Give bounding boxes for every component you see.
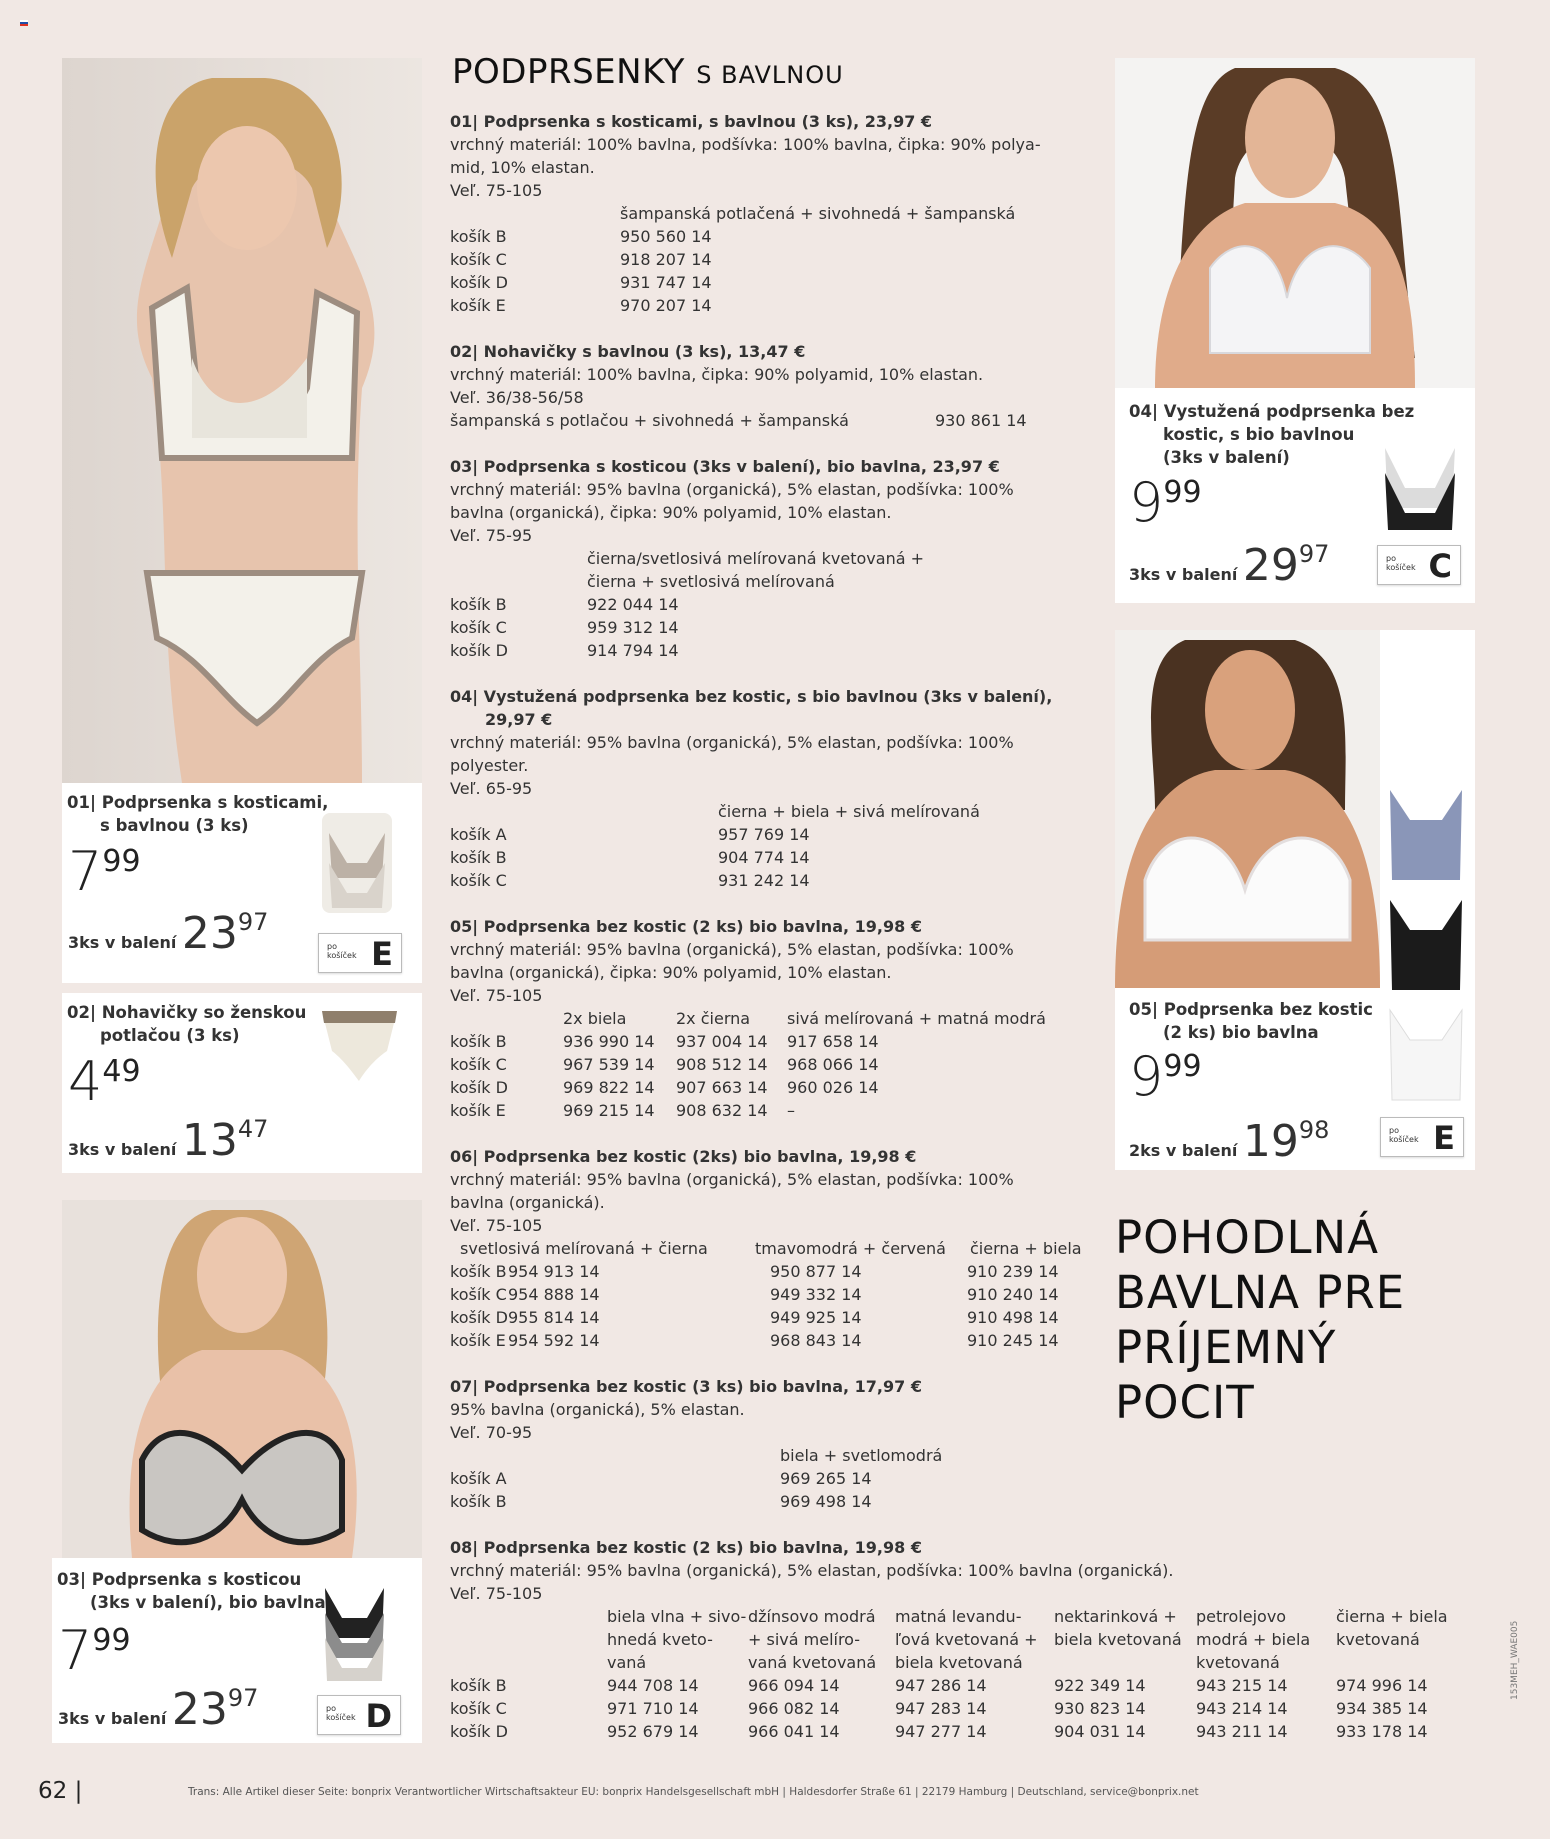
table-row: košík D 931 747 14 (450, 273, 712, 292)
item-06-size: Veľ. 75-105 (450, 1216, 543, 1235)
card-04-title: 04| Vystužená podprsenka bez kostic, s bio bavlnou (3ks v balení) (1129, 402, 1415, 467)
table-row: košík B 954 913 14 950 877 14 910 239 14 (450, 1262, 1059, 1281)
card-03-pack-price: 3ks v balení $23^{97}$ (58, 1684, 259, 1735)
item-04-heading-price: 29,97 € (485, 710, 553, 729)
item-08-desc-1: vrchný materiál: 95% bavlna (organická), 5% elastan, podšívka: 100% bavlna (organická). (450, 1561, 1174, 1580)
card-01-price: $7^{99}$ (68, 840, 141, 903)
table-row: košík B 936 990 14 937 004 14 917 658 14 (450, 1032, 879, 1051)
item-03-desc-1: vrchný materiál: 95% bavlna (organická), 5% elastan, podšívka: 100% (450, 480, 1014, 499)
item-08-heading: 08| Podprsenka bez kostic (2 ks) bio bavlna, 19,98 € (450, 1538, 922, 1557)
item-05-desc-2: bavlna (organická), čipka: 90% polyamid, 10% elastan. (450, 963, 892, 982)
card-04-thumbnail (1380, 438, 1460, 533)
table-row: košík D 952 679 14 966 041 14 947 277 14 904 031 14 943 211 14 933 178 14 (450, 1722, 1428, 1741)
table-row: košík E 970 207 14 (450, 296, 712, 315)
item-04-heading: 04| Vystužená podprsenka bez kostic, s bio bavlnou (3ks v balení), (450, 687, 1053, 706)
card-05-color-swatches (1380, 630, 1475, 1170)
product-card-05[interactable] (1115, 988, 1380, 1170)
footer-legal-text: Trans: Alle Artikel dieser Seite: bonprix Verantwortlicher Wirtschaftsakteur EU: bonprix Handelsgesellschaft mbH | Haldesdorfer Straße 61 | 22179 Hamburg | Deutschland, service@bonprix.net (188, 1786, 1199, 1798)
table-header: 2x biela 2x čierna sivá melírovaná + matná modrá (563, 1009, 1046, 1028)
table-row: košík C 931 242 14 (450, 871, 810, 890)
item-04-size: Veľ. 65-95 (450, 779, 533, 798)
item-01-size: Veľ. 75-105 (450, 181, 543, 200)
product-photo-05[interactable] (1115, 630, 1380, 988)
table-row: košík A 969 265 14 (450, 1469, 872, 1488)
item-03-desc-2: bavlna (organická), čipka: 90% polyamid, 10% elastan. (450, 503, 892, 522)
table-row: košík B 969 498 14 (450, 1492, 872, 1511)
cup-size-badge-05: po košíček E (1380, 1117, 1464, 1157)
table-row: košík C 954 888 14 949 332 14 910 240 14 (450, 1285, 1059, 1304)
item-01-heading: 01| Podprsenka s kosticami, s bavlnou (3 ks), 23,97 € (450, 112, 933, 131)
card-03-title: 03| Podprsenka s kosticou (3ks v balení), bio bavlna (57, 1570, 326, 1612)
item-02-heading: 02| Nohavičky s bavlnou (3 ks), 13,47 € (450, 342, 806, 361)
item-03-heading: 03| Podprsenka s kosticou (3ks v balení), bio bavlna, 23,97 € (450, 457, 1000, 476)
card-02-thumbnail (317, 1001, 402, 1086)
table-row: košík B 950 560 14 (450, 227, 712, 246)
product-photo-01[interactable] (62, 58, 422, 783)
product-card-02[interactable] (62, 993, 422, 1173)
headline-main: PODPRSENKY (452, 52, 685, 92)
card-01-thumbnail (317, 808, 397, 918)
item-07-heading: 07| Podprsenka bez kostic (3 ks) bio bavlna, 17,97 € (450, 1377, 922, 1396)
item-07-size: Veľ. 70-95 (450, 1423, 533, 1442)
item-03-size: Veľ. 75-95 (450, 526, 533, 545)
table-row: košík D 955 814 14 949 925 14 910 498 14 (450, 1308, 1059, 1327)
item-06-desc-1: vrchný materiál: 95% bavlna (organická), 5% elastan, podšívka: 100% (450, 1170, 1014, 1189)
card-02-pack-price: 3ks v balení $13^{47}$ (68, 1115, 269, 1166)
cup-size-badge-01: po košíček E (318, 933, 402, 973)
page-title (452, 52, 844, 92)
table-row: košík C 967 539 14 908 512 14 968 066 14 (450, 1055, 879, 1074)
item-04-desc-2: polyester. (450, 756, 529, 775)
table-row: košík E 954 592 14 968 843 14 910 245 14 (450, 1331, 1059, 1350)
card-02-price: $4^{49}$ (68, 1050, 141, 1113)
item-03-color-1: čierna/svetlosivá melírovaná kvetovaná + (587, 549, 925, 568)
item-04-desc-1: vrchný materiál: 95% bavlna (organická), 5% elastan, podšívka: 100% (450, 733, 1014, 752)
card-05-pack-price: 2ks v balení $19^{98}$ (1129, 1116, 1330, 1167)
headline-small: S BAVLNOU (696, 61, 844, 89)
item-04-color: čierna + biela + sivá melírovaná (718, 802, 980, 821)
item-06-desc-2: bavlna (organická). (450, 1193, 605, 1212)
table-row: košík B 922 044 14 (450, 595, 679, 614)
item-01-desc-2: mid, 10% elastan. (450, 158, 595, 177)
item-02-desc-1: vrchný materiál: 100% bavlna, čipka: 90% polyamid, 10% elastan. (450, 365, 984, 384)
card-02-title: 02| Nohavičky so ženskou potlačou (3 ks) (67, 1003, 307, 1045)
table-row: košík D 969 822 14 907 663 14 960 026 14 (450, 1078, 879, 1097)
table-header: hnedá kveto- + sivá melíro- ľová kvetovaná + biela kvetovaná modrá + biela kvetovaná (607, 1630, 1420, 1649)
item-06-heading: 06| Podprsenka bez kostic (2ks) bio bavlna, 19,98 € (450, 1147, 917, 1166)
table-row: košík C 918 207 14 (450, 250, 712, 269)
table-row: šampanská s potlačou + sivohnedá + šampanská 930 861 14 (450, 411, 1027, 430)
table-row: košík C 959 312 14 (450, 618, 679, 637)
item-08-size: Veľ. 75-105 (450, 1584, 543, 1603)
cup-size-badge-04: po košíček C (1377, 545, 1461, 585)
table-row: košík B 904 774 14 (450, 848, 810, 867)
item-03-color-2: čierna + svetlosivá melírovaná (587, 572, 835, 591)
card-01-title: 01| Podprsenka s kosticami, s bavlnou (3 ks) (67, 793, 329, 835)
table-header: biela vlna + sivo- džínsovo modrá matná levandu- nektarinková + petrolejovo čierna + biela (607, 1607, 1448, 1626)
slogan: POHODLNÁ BAVLNA PRE PRÍJEMNÝ POCIT (1115, 1211, 1406, 1429)
card-03-price: $7^{99}$ (58, 1619, 131, 1682)
card-03-thumbnail (317, 1573, 392, 1683)
card-04-pack-price: 3ks v balení $29^{97}$ (1129, 540, 1330, 591)
product-card-03[interactable] (52, 1558, 422, 1743)
page-number: 62 | (38, 1778, 83, 1804)
card-05-price: $9^{99}$ (1129, 1045, 1202, 1108)
product-photo-03[interactable] (62, 1200, 422, 1558)
item-01-color: šampanská potlačená + sivohnedá + šampanská (620, 204, 1016, 223)
catalog-code: 153MEH_WAE005 (1510, 1620, 1520, 1700)
item-05-desc-1: vrchný materiál: 95% bavlna (organická), 5% elastan, podšívka: 100% (450, 940, 1014, 959)
table-header: vaná vaná kvetovaná biela kvetovaná kvetovaná (607, 1653, 1280, 1672)
item-02-size: Veľ. 36/38-56/58 (450, 388, 584, 407)
card-04-price: $9^{99}$ (1129, 471, 1202, 534)
card-01-pack-price: 3ks v balení $23^{97}$ (68, 908, 269, 959)
item-07-color: biela + svetlomodrá (780, 1446, 943, 1465)
cup-size-badge-03: po košíček D (317, 1695, 401, 1735)
product-card-01[interactable] (62, 783, 422, 983)
table-row: košík D 914 794 14 (450, 641, 679, 660)
table-row: košík A 957 769 14 (450, 825, 810, 844)
item-01-desc-1: vrchný materiál: 100% bavlna, podšívka: 100% bavlna, čipka: 90% polya- (450, 135, 1041, 154)
table-row: košík C 971 710 14 966 082 14 947 283 14 930 823 14 943 214 14 934 385 14 (450, 1699, 1428, 1718)
table-row: košík E 969 215 14 908 632 14 – (450, 1101, 795, 1120)
item-05-size: Veľ. 75-105 (450, 986, 543, 1005)
item-07-desc-1: 95% bavlna (organická), 5% elastan. (450, 1400, 745, 1419)
item-05-heading: 05| Podprsenka bez kostic (2 ks) bio bavlna, 19,98 € (450, 917, 922, 936)
table-header: svetlosivá melírovaná + čierna tmavomodrá + červená čierna + biela (460, 1239, 1082, 1258)
product-photo-04[interactable] (1115, 58, 1475, 388)
table-row: košík B 944 708 14 966 094 14 947 286 14 922 349 14 943 215 14 974 996 14 (450, 1676, 1428, 1695)
flag-icon (20, 20, 28, 27)
product-card-04[interactable] (1115, 388, 1475, 603)
card-05-title: 05| Podprsenka bez kostic (2 ks) bio bavlna (1129, 1000, 1373, 1042)
